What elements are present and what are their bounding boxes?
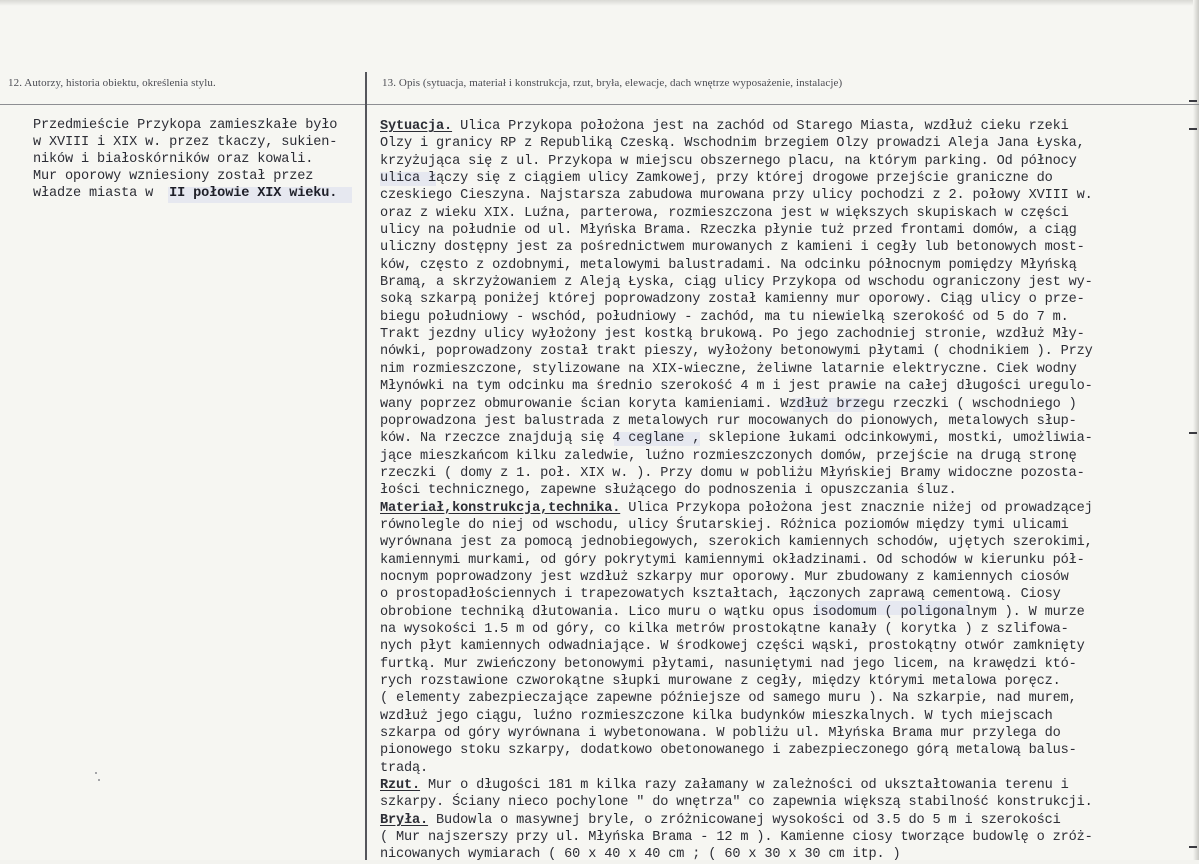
line-text: szkarpy. Ściany nieco pochylone " do wnętrza" co zapewnia większą stabilność konstrukcji. (380, 795, 1093, 811)
description-text (380, 118, 1180, 864)
description-line (380, 326, 1180, 343)
line-text: wany poprzez obmurowanie ścian koryta kamieniami. Wzdłuż brzegu rzeczki ( wschodniego ) (380, 396, 1077, 412)
line-text: krzyżująca się z ul. Przykopa w miejscu obszernego placu, na którym parking. Od północy (380, 153, 1077, 169)
line-text: tradą. (380, 760, 429, 776)
section-line (380, 777, 1180, 794)
description-line (380, 794, 1180, 811)
description-line (380, 621, 1180, 638)
history-line-last (33, 185, 363, 202)
description-line (380, 638, 1180, 655)
history-line-prefix: władze miasta w (33, 186, 154, 201)
description-line (380, 205, 1180, 222)
line-text: Ulica Przykopa położona jest znacznie niżej od prowadzącej (620, 500, 1093, 516)
description-line (380, 153, 1180, 170)
description-line (380, 361, 1180, 378)
description-line (380, 586, 1180, 603)
paper-speck (95, 772, 97, 774)
description-line (380, 343, 1180, 360)
line-text: Trakt jezdny ulicy wyłożony jest kostką brukową. Po jego zachodniej stronie, wzdłuż Mły- (380, 327, 1085, 343)
description-line (380, 708, 1180, 725)
description-line (380, 239, 1180, 256)
line-text: Ulica Przykopa położona jest na zachód od Starego Miasta, wzdłuż cieku rzeki (452, 119, 1069, 134)
line-text: równolegle do niej od wschodu, ulicy Śrutarskiej. Różnica poziomów między tymi ulicami (380, 517, 1069, 533)
line-text: Budowla o masywnej bryle, o zróżnicowanej wysokości od 3.5 do 5 m i szerokości (428, 812, 1061, 828)
description-line (380, 135, 1180, 152)
description-line (380, 257, 1180, 274)
line-text: ( elementy zabezpieczające zapewne późniejsze od samego muru ). Na szkarpie, nad murem, (380, 691, 1077, 707)
line-text: na wysokości 1.5 m od góry, co kilka metrów prostokątne kanały ( korytka ) z szlifowa- (380, 621, 1069, 637)
history-line: Mur oporowy wzniesiony został przez (33, 169, 314, 184)
description-line (380, 309, 1180, 326)
description-line (380, 274, 1180, 291)
line-text: nicowanych wymiarach ( 60 x 40 x 40 cm ; ( 60 x 30 x 30 cm itp. ) (380, 847, 901, 863)
margin-tick (1189, 100, 1197, 102)
description-line (380, 690, 1180, 707)
date-emphasis: II połowie XIX wieku. (169, 186, 338, 201)
line-text: biegu południowy - wschód, południowy - zachód, ma tu niewielką szerokość od 5 do 7 m. (380, 309, 1069, 325)
line-text: soką szkarpą poniżej której poprowadzony został kamienny mur oporowy. Ciąg ulicy o prze- (380, 292, 1085, 308)
line-text: oraz z wieku XIX. Luźna, parterowa, rozmieszczona jest w większych skupiskach w części (380, 205, 1069, 221)
line-text: kamiennymi murkami, od góry pokrytymi kamiennymi okładzinami. Od schodów w kierunku pół- (380, 552, 1085, 568)
line-text: łości technicznego, zapewne służącego do podnoszenia i opuszczania śluz. (380, 483, 957, 499)
description-line (380, 170, 1180, 187)
section-label: Bryła. (380, 812, 429, 828)
margin-tick (1189, 846, 1197, 848)
field-12-heading: 12. Autorzy, historia obiektu, określenia stylu. (8, 77, 216, 89)
history-line: w XVIII i XIX w. przez tkaczy, sukien- (33, 135, 338, 150)
line-text: nówki, poprowadzony został trakt pieszy, wyłożony betonowymi płytami ( chodnikiem ). Przy (380, 344, 1093, 360)
line-text: poprowadzona jest balustrada z metalowych rur mocowanych do pionowych, metalowych słup- (380, 413, 1077, 429)
description-line (380, 656, 1180, 673)
line-text: Mur o długości 181 m kilka razy załamany w zależności od ukształtowania terenu i (420, 778, 1069, 794)
line-text: wzdłuż jego ciągu, luźno rozmieszczone kilka budynków mieszkalnych. W tych miejscach (380, 708, 1053, 724)
description-line (380, 448, 1180, 465)
paper-speck (98, 779, 100, 781)
history-line: Przedmieście Przykopa zamieszkałe było (33, 118, 338, 133)
line-text: Olzy i granicy RP z Republiką Czeską. Wschodnim brzegiem Olzy prowadzi Aleja Jana Łyska, (380, 136, 1085, 152)
description-line (380, 222, 1180, 239)
description-line (380, 517, 1180, 534)
line-text: nych płyt kamiennych odwadniające. W środkowej części wąski, prostokątny otwór zamknięty (380, 639, 1085, 655)
line-text: ( Mur najszerszy przy ul. Młyńska Brama - 12 m ). Kamienne ciosy tworzące budowlę o zróż- (380, 830, 1093, 846)
description-line (380, 552, 1180, 569)
line-text: rych rozstawione czworokątne słupki murowane z cegły, między którymi metalowa poręcz. (380, 674, 1061, 689)
field-13-heading: 13. Opis (sytuacja, materiał i konstrukcja, rzut, bryła, elewacje, dach wnętrze wyposażenie, instalacje) (382, 77, 843, 89)
line-text: nim rozmieszczone, stylizowane na XIX-wieczne, żeliwne latarnie elektryczne. Ciek wodny (380, 361, 1077, 377)
line-text: ulica łączy się z ciągiem ulicy Zamkowej, przy której drogowe przejście graniczne do (380, 171, 1053, 187)
description-line (380, 482, 1180, 499)
history-line: ników i białoskórników oraz kowali. (33, 152, 314, 167)
paper-edge-top (0, 0, 1199, 6)
description-line (380, 534, 1180, 551)
description-line (380, 187, 1180, 204)
section-line (380, 118, 1180, 135)
description-line (380, 291, 1180, 308)
line-text: rzeczki ( domy z 1. poł. XIX w. ). Przy domu w pobliżu Młyńskiej Bramy widoczne pozosta- (380, 465, 1085, 481)
history-text (33, 117, 363, 202)
line-text: obrobione techniką dłutowania. Lico muru o wątku opus isodomum ( poligonalnym ). W murze (380, 604, 1085, 620)
margin-tick (1189, 432, 1197, 434)
section-line (380, 812, 1180, 829)
description-line (380, 465, 1180, 482)
line-text: pionowego stoku szkarpy, dodatkowo obetonowanego i zabezpieczonego górą metalową balus- (380, 743, 1077, 759)
section-label: Materiał,konstrukcja,technika. (380, 500, 621, 516)
section-line (380, 500, 1180, 517)
margin-tick (1189, 128, 1197, 130)
header-divider (0, 104, 1199, 105)
description-line (380, 673, 1180, 690)
column-divider (365, 72, 367, 860)
line-text: Młynówki na tym odcinku ma średnio szerokość 4 m i jest prawie na całej długości uregulo- (380, 379, 1093, 395)
line-text: ków. Na rzeczce znajdują się 4 ceglane , sklepione łukami odcinkowymi, mostki, umożliwia- (380, 431, 1093, 447)
description-line (380, 829, 1180, 846)
description-line (380, 742, 1180, 759)
line-text: nocnym poprowadzony jest wzdłuż szkarpy mur oporowy. Mur zbudowany z kamiennych ciosów (380, 569, 1069, 585)
description-line (380, 604, 1180, 621)
description-line (380, 430, 1180, 447)
section-label: Sytuacja. (380, 119, 453, 134)
line-text: o prostopadłościennych i trapezowatych kształtach, łączonych zaprawą cementową. Ciosy (380, 587, 1061, 603)
line-text: jące mieszkańcom kilku zaledwie, luźno rozmieszczonych domów, przejście na drugą stronę (380, 448, 1077, 464)
section-label: Rzut. (380, 778, 421, 794)
line-text: uliczny dostępny jest za pośrednictwem murowanych z kamieni i cegły lub betonowych most- (380, 240, 1085, 256)
line-text: szkarpa od góry wyrównana i wybetonowana. W pobliżu ul. Młyńska Brama mur przylega do (380, 726, 1061, 742)
description-line (380, 760, 1180, 777)
line-text: ków, często z ozdobnymi, metalowymi balustradami. Na odcinku północnym pomiędzy Młyńską (380, 257, 1077, 273)
line-text: Bramą, a skrzyżowaniem z Aleją Łyska, ciąg ulicy Przykopa od wschodu ograniczony jest wy- (380, 275, 1093, 291)
line-text: furtką. Mur zwieńczony betonowymi płytami, nasuniętymi nad jego licem, na krawędzi któ- (380, 656, 1077, 672)
description-line (380, 396, 1180, 413)
description-line (380, 378, 1180, 395)
description-line (380, 413, 1180, 430)
line-text: czeskiego Cieszyna. Najstarsza zabudowa murowana przy ulicy pochodzi z 2. połowy XVIII w. (380, 188, 1093, 204)
description-line (380, 569, 1180, 586)
description-line (380, 846, 1180, 863)
line-text: wyrównana jest za pomocą jednobiegowych, szerokich kamiennych schodów, ujętych szerokimi, (380, 535, 1093, 551)
line-text: ulicy na południe od ul. Młyńska Brama. Rzeczka płynie tuż przed frontami domów, a ciąg (380, 223, 1077, 239)
description-line (380, 725, 1180, 742)
